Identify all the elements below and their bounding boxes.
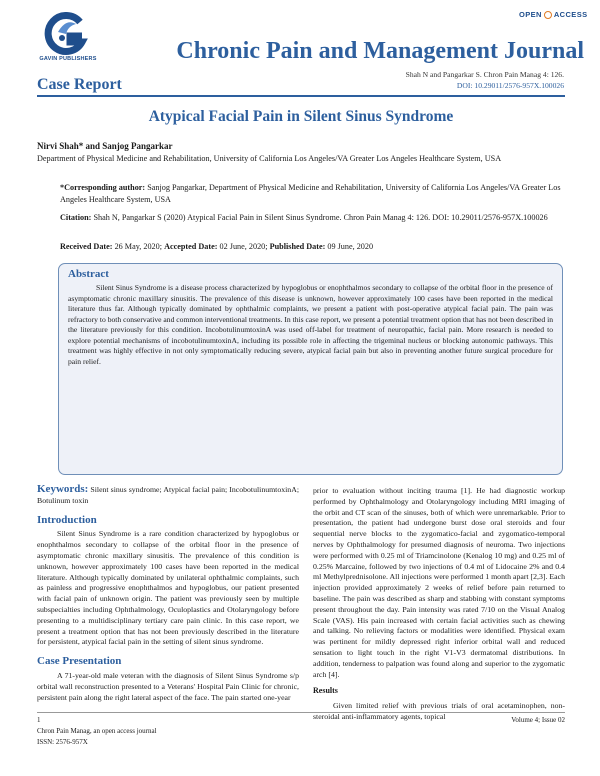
article-title: Atypical Facial Pain in Silent Sinus Syndrome [148,108,454,125]
open-access-left: OPEN [519,10,542,19]
article-type: Case Report [37,76,122,93]
citation [60,212,565,224]
logo-g-icon [36,12,96,58]
right-column [313,486,565,723]
results-text: Given limited relief with previous trials of oral acetaminophen, non-steroidal anti-inflammatory agents, topical [313,701,565,721]
corresponding-label: *Corresponding author: [60,183,146,192]
volume-issue: Volume 4; Issue 02 [511,716,565,724]
publisher-name: GAVIN PUBLISHERS [39,56,97,62]
open-access-icon [544,11,552,19]
abstract-box [58,263,563,475]
accepted-label: Accepted Date: [164,242,218,251]
keywords-label: Keywords: [37,483,89,495]
published-label: Published Date: [269,242,326,251]
case-presentation-text: A 71-year-old male veteran with the diagnosis of Silent Sinus Syndrome s/p orbital wall reconstruction presented to a Veterans' Hospital Pain Clinic for chronic, persistent pain along the right lateral aspect of the face. The pain started one-year [37,670,299,702]
published-date: 09 June, 2020 [327,242,374,251]
abstract-text: Silent Sinus Syndrome is a disease process characterized by hypoglobus or enophthalmos secondary to collapse of the orbital floor in the presence of asymptomatic chronic maxillary sinusitis. The prevalence of this disease is unknown, however approximately 100 cases have been reported in the medical literature thus far. Although typically dominated by ophthalmic complaints, we present a patient with post-operative atypical facial pain. The pain was refractory to both conservative and common interventional treatments. In this case report, we present a potential treatment option that has not been described in the literature previously for this condition. IncobotulinumtoxinA was used off-label for treatment of neuropathic, facial pain. More research is needed to explore potential mechanisms of incobotulinumtoxinA, including its possible role in affecting the trigeminal nucleus or blocking autonomic pathways. This treatment was highly effective in not only symptomatically reducing severe, atypical facial pain but also in preventing another future surgical procedure for pain relief. [68,283,553,366]
header-citation: Shah N and Pangarkar S. Chron Pain Manag 4: 126. [405,70,564,79]
footer-divider [37,712,565,713]
received-label: Received Date: [60,242,113,251]
left-column [37,484,299,703]
abstract-heading: Abstract [68,268,109,280]
header-divider [37,95,565,97]
journal-title: Chronic Pain and Management Journal [176,38,584,64]
header-doi-link[interactable]: DOI: 10.29011/2576-957X.100026 [456,81,564,90]
accepted-date: 02 June, 2020; [219,242,268,251]
introduction-text: Silent Sinus Syndrome is a rare condition characterized by hypoglobus or enophthalmos secondary to collapse of the orbital floor in the presence of asymptomatic chronic maxillary sinusitis. The prevalence of this condition is unknown, however approximately 100 cases have been reported in the medical literature. Although typically dominated by unilateral ophthalmic complaints, such as painless and progressive enophthalmos and hypoglobus, our patient presented with facial pain of unknown origin. The patient was previously seen by multiple subspecialties including Ophthalmology, Oculoplastics and Otolaryngology before presenting to a multidisciplinary tertiary care pain clinic. In this case report, we present a treatment option that has not been previously described in the literature for persistent, atypical facial pain in the setting of silent sinus syndrome. [37,529,299,647]
keywords [37,484,299,507]
affiliation: Department of Physical Medicine and Rehabilitation, University of California Los Angeles/VA Greater Los Angeles Healthcare System, USA [37,154,502,163]
introduction-heading: Introduction [37,513,97,526]
case-presentation-heading: Case Presentation [37,655,122,668]
results-heading: Results [313,686,338,696]
open-access-badge [519,10,588,19]
citation-text: Shah N, Pangarkar S (2020) Atypical Facial Pain in Silent Sinus Syndrome. Chron Pain Manag 4: 126. DOI: 10.29011/2576-957X.100026 [93,213,548,222]
received-date: 26 May, 2020; [114,242,163,251]
citation-label: Citation: [60,213,92,222]
page-number: 1 [37,716,41,724]
corresponding-author [60,182,565,206]
author-list: Nirvi Shah* and Sanjog Pangarkar [37,141,173,151]
corresponding-text: Sanjog Pangarkar, Department of Physical Medicine and Rehabilitation, University of California Los Angeles/VA Greater Los Angeles Healthcare System, USA [60,183,561,204]
footer-issn: ISSN: 2576-957X [37,738,88,746]
case-continuation-text: prior to evaluation without inciting trauma [1]. He had diagnostic workup performed by Ophthalmology and Otolaryngology including MRI imaging of the orbit and CT scan of the sinuses, both of which were unremarkable. Prior to presentation, the patient had undergone burst dose oral steroids and four sequential nerve blocks to the zygomatico-facial and zygomatico-temporal nerves by Ophthalmology for presumed diagnosis of neuroma. Two injections were performed with 0.25 ml of Triamcinolone (Kenalog 10 mg) and 0.25 ml of 0.25% Marcaine, followed by two injections of 0.4 ml of Lidocaine 2% and 0.4 ml Methylprednisolone. All injections were performed 1 month apart [2,3]. Each injection provided approximately 2 weeks of relief before pain returned to baseline. The pain was described as sharp and stabbing with constant symptoms present throughout the day. Pain intensity was rated 7/10 on the Visual Analog Scale (VAS). His pain increased with certain facial activities such as chewing and talking. No relieving factors or modalities were identified. Physical exam was pertinent for mildly depressed right inferior orbital wall and reduced sensation to light touch in the right V1-V3 dermatomal distributions. In addition, tenderness to palpation was found along and superior to the zygomatic arch [4]. [313,486,565,679]
open-access-right: ACCESS [553,10,588,19]
footer-journal: Chron Pain Manag, an open access journal [37,727,157,735]
keywords-text: Silent sinus syndrome; Atypical facial pain; IncobotulinumtoxinA; Botulinum toxin [37,485,300,505]
article-dates [60,242,565,251]
